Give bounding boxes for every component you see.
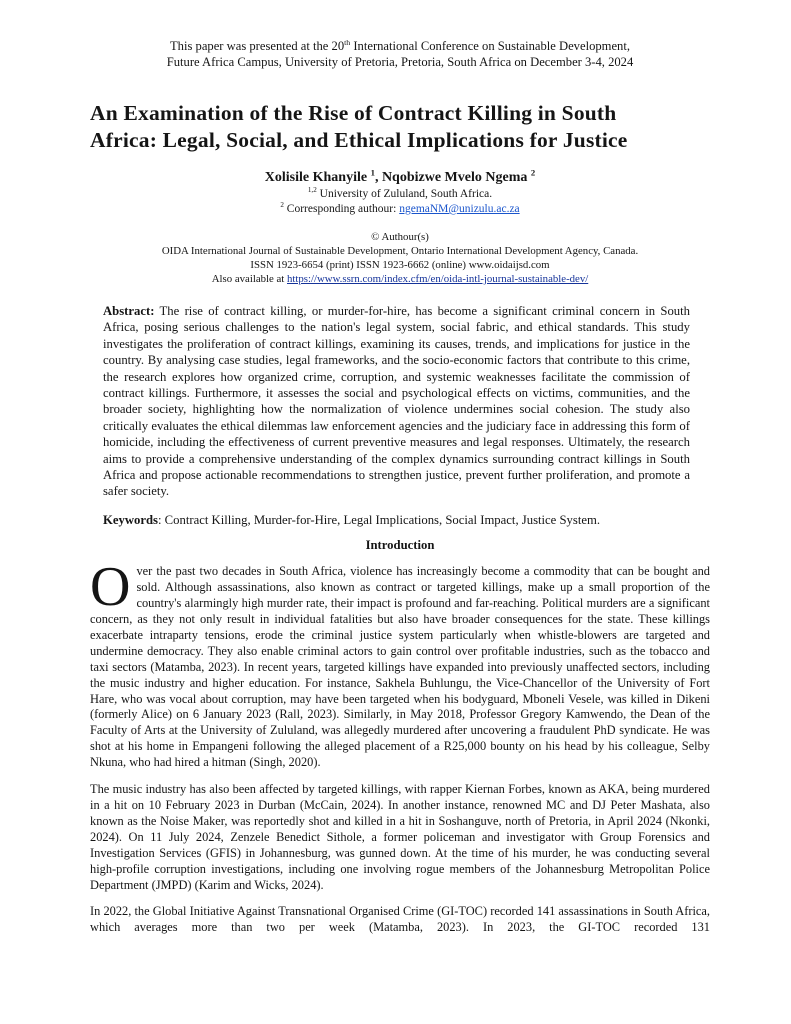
author1-name: Xolisile Khanyile (264, 170, 371, 185)
conference-note-line1-text: This paper was presented at the 20 (169, 39, 345, 53)
availability-label: Also available at (211, 273, 287, 285)
conference-note (90, 38, 710, 70)
drop-cap: O (90, 556, 131, 619)
issn-line: ISSN 1923-6654 (print) ISSN 1923-6662 (online) www.oidaijsd.com (250, 259, 550, 271)
copyright-line: © Authour(s) (371, 231, 429, 243)
corresponding-author-label: Corresponding authour: (283, 203, 400, 215)
availability-line (90, 272, 710, 286)
conference-note-ordinal-suffix: th (344, 37, 351, 47)
corresponding-author-email-link[interactable]: ngemaNM@unizulu.ac.za (399, 203, 520, 215)
paper-title-line2: Africa: Legal, Social, and Ethical Implications for Justice (90, 128, 628, 152)
author2-name: Nqobizwe Mvelo Ngema (381, 170, 531, 185)
journal-line: OIDA International Journal of Sustainable Development, Ontario International Development Agency, Canada. (161, 245, 639, 257)
author-separator: , (374, 170, 382, 185)
keywords-label: Keywords (103, 512, 158, 527)
abstract-paragraph (103, 303, 690, 500)
intro-paragraph-3: In 2022, the Global Initiative Against Transnational Organised Crime (GI-TOC) recorded 141 assassinations in South Africa, which averages more than two per week (Matamba, 2023). In 2023, the GI-TOC recorded 131 (90, 904, 710, 935)
section-heading-introduction: Introduction (365, 538, 435, 553)
paper-title (90, 100, 710, 154)
conference-note-line2: Future Africa Campus, University of Pretoria, Pretoria, South Africa on December 3-4, 2024 (166, 55, 634, 69)
authors-block (90, 169, 710, 217)
intro-paragraph-1-text: ver the past two decades in South Africa, violence has increasingly become a commodity that can be bought and sold. Although assassinations, also known as contract or targeted killings, make up a small proportion of the country's alarmingly high murder rate, their impact is profound and far-reaching. Political murders are a significant concern, as they not only result in individual fatalities but also have broader consequences for the state. These killings exacerbate intraparty tensions, erode the criminal justice system particularly when whistle-blowers are targeted and undermine democracy. They also enable criminal actors to gain control over profitable industries, such as the tobacco and taxi sectors (Matamba, 2023). In recent years, targeted killings have expanded into previously unaffected sectors, including the music industry and higher education. For instance, Sakhela Buhlungu, the Vice-Chancellor of the University of Fort Hare, who was vocal about corruption, may have been targeted when his bodyguard, Mboneli Vesele, was killed in Dikeni (formerly Alice) on 6 January 2023 (Rall, 2023). Similarly, in May 2018, Professor Gregory Kamwendo, the Dean of the Faculty of Arts at the University of Zululand, was allegedly murdered after uncovering a fraudulent PhD syndicate. He was shot at his home in Empangeni following the alleged placement of a R25,000 bounty on his head by his colleague, Selby Nkuna, who had hired a hitman (Singh, 2020). (90, 564, 710, 770)
keywords-line (103, 512, 690, 528)
corresponding-author-marker: 2 (280, 201, 284, 210)
author2-affiliation-marker: 2 (530, 167, 536, 178)
author-affiliation (90, 187, 710, 202)
abstract-label: Abstract: (103, 304, 155, 318)
intro-paragraph-1 (90, 556, 710, 771)
author-names (90, 169, 710, 187)
author1-affiliation-marker: 1 (370, 167, 375, 178)
keywords-text: : Contract Killing, Murder-for-Hire, Legal Implications, Social Impact, Justice System. (157, 512, 601, 527)
journal-imprint-block (90, 230, 710, 286)
journal-url-link[interactable]: https://www.ssrn.com/index.cfm/en/oida-intl-journal-sustainable-dev/ (287, 273, 589, 285)
conference-note-line1-text2: International Conference on Sustainable Development, (350, 39, 630, 53)
paper-title-line1: An Examination of the Rise of Contract Killing in South (90, 101, 617, 125)
abstract-text: The rise of contract killing, or murder-for-hire, has become a significant criminal concern in South Africa, posing serious challenges to the nation's legal system, social fabric, and ethical standards. This study investigates the proliferation of contract killings, examining its causes, trends, and implications for justice in the country. By analysing case studies, legal frameworks, and the socio-economic factors that contribute to this crime, the research explores how organized crime, corruption, and systemic weaknesses facilitate the commission of contract killings. Furthermore, it assesses the social and psychological effects on victims, communities, and the broader society, highlighting how the normalization of violence undermines social cohesion. The study also critically evaluates the ethical dilemmas law enforcement agencies and the judiciary face in addressing this form of homicide, including the effectiveness of current preventive measures and legal responses. Ultimately, the research aims to provide a comprehensive understanding of the complex dynamics surrounding contract killings in South Africa and propose actionable recommendations to strengthen justice, prevent further proliferation, and promote a safer society. (103, 304, 690, 499)
affiliation-markers: 1,2 (307, 186, 317, 195)
intro-paragraph-2: The music industry has also been affected by targeted killings, with rapper Kiernan Forbes, known as AKA, being murdered in a hit on 10 February 2023 in Durban (McCain, 2024). In another instance, renowned MC and DJ Peter Mashata, also known as the Noise Maker, was reportedly shot and killed in a hit in Soshanguve, north of Pretoria, in April 2024 (Nkonki, 2024). On 11 July 2024, Zenzele Benedict Sithole, a former policeman and investigator with Group Forensics and Investigation Services (GFIS) in Johannesburg, was gunned down. At the time of his murder, he was conducting several high-profile corruption investigations, including one involving rogue members of the Johannesburg Metropolitan Police Department (JMPD) (Karim and Wicks, 2024). (90, 782, 710, 892)
affiliation-text: University of Zululand, South Africa. (316, 188, 493, 200)
corresponding-author-line (90, 202, 710, 217)
